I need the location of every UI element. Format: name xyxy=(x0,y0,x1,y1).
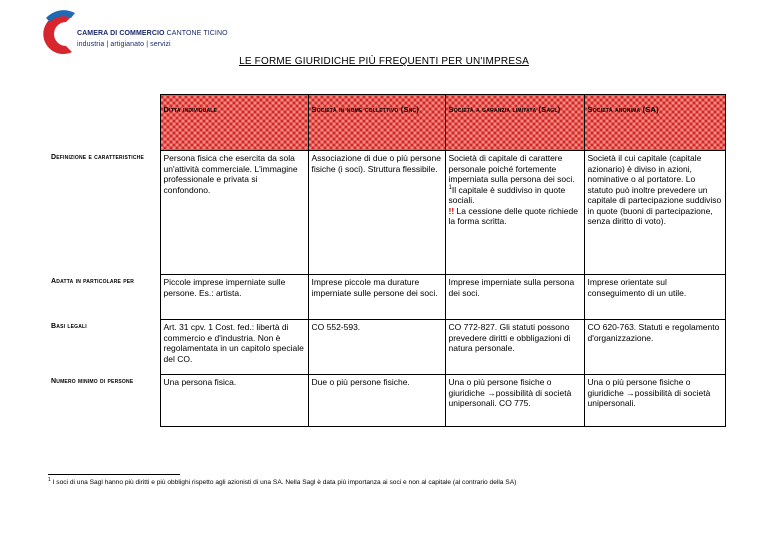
logo-name: CAMERA DI COMMERCIO CANTONE TICINO xyxy=(77,30,228,37)
header-corner-cell xyxy=(48,95,160,151)
page-title: LE FORME GIURIDICHE PIÙ FREQUENTI PER UN'IMPRESA xyxy=(239,56,529,67)
table-cell: Due o più persone fisiche. xyxy=(308,375,445,427)
table-cell: CO 620-763. Statuti e regolamento d'organizzazione. xyxy=(584,320,725,375)
table-cell: Una o più persone fisiche o giuridiche →possibilità di società unipersonali. CO 775. xyxy=(445,375,584,427)
table-cell: Imprese orientate sul conseguimento di un utile. xyxy=(584,275,725,320)
table-cell: CO 552-593. xyxy=(308,320,445,375)
row-header-definizione: Definizione e caratteristiche xyxy=(51,153,144,161)
footnote-divider xyxy=(48,474,180,475)
table-cell: Piccole imprese imperniate sulle persone. Es.: artista. xyxy=(160,275,308,320)
row-header-numero: Numero minimo di persone xyxy=(51,377,134,385)
logo-tagline: industria | artigianato | servizi xyxy=(77,41,171,48)
table-header-row xyxy=(48,95,725,151)
column-header-sa: Società anonima (SA) xyxy=(584,95,725,151)
row-header-basi: Basi legali xyxy=(51,322,87,330)
chamber-logo-mark xyxy=(40,8,80,60)
warning-marker: !! xyxy=(448,205,455,216)
footnote-reference: 1 xyxy=(448,184,452,191)
row-header-adatta: Adatta in particolare per xyxy=(51,277,135,285)
footnote: $^1$ I soci di una Sagl hanno più diritti e più obblighi rispetto agli azionisti di una SA. Nella Sagl è data più importanza ai soci e non al capitale (al contrario della SA) xyxy=(48,476,517,486)
column-header-ditta: Ditta individuale xyxy=(160,95,308,151)
table-cell: Società di capitale di carattere personale poiché fortemente imperniata sulla persona dei soci. $^1$Il capitale è suddiviso in quote sociali. !! La cessione delle quote richiede la forma scritta. xyxy=(445,151,584,275)
table-cell: CO 772-827. Gli statuti possono prevedere diritti e obbligazioni di natura personale. xyxy=(445,320,584,375)
legal-forms-table xyxy=(48,94,726,427)
table-row xyxy=(48,275,725,320)
table-cell: Una o più persone fisiche o giuridiche →possibilità di società unipersonali. xyxy=(584,375,725,427)
table-row xyxy=(48,320,725,375)
table-cell: Società il cui capitale (capitale azionario) è diviso in azioni, nominative o al portatore. Lo statuto può inoltre prevedere un capitale di partecipazione suddiviso in quote (buoni di partecipazione, senza diritto di voto). xyxy=(584,151,725,275)
column-header-snc: Società in nome collettivo (Snc) xyxy=(308,95,445,151)
table-row xyxy=(48,375,725,427)
table-row xyxy=(48,151,725,275)
table-cell: Imprese piccole ma durature imperniate sulle persone dei soci. xyxy=(308,275,445,320)
table-cell: Associazione di due o più persone fisiche (i soci). Struttura flessibile. xyxy=(308,151,445,275)
logo-red-arc xyxy=(43,14,72,54)
column-header-sagl: Società a garanzia limitata (Sagl) xyxy=(445,95,584,151)
table-cell: Una persona fisica. xyxy=(160,375,308,427)
table-cell: Art. 31 cpv. 1 Cost. fed.: libertà di commercio e d'industria. Non è regolamentata in un capitolo speciale del CO. xyxy=(160,320,308,375)
table-cell: Imprese imperniate sulla persona dei soci. xyxy=(445,275,584,320)
table-cell: Persona fisica che esercita da sola un'attività commerciale. L'immagine professionale e privata si confondono. xyxy=(160,151,308,275)
